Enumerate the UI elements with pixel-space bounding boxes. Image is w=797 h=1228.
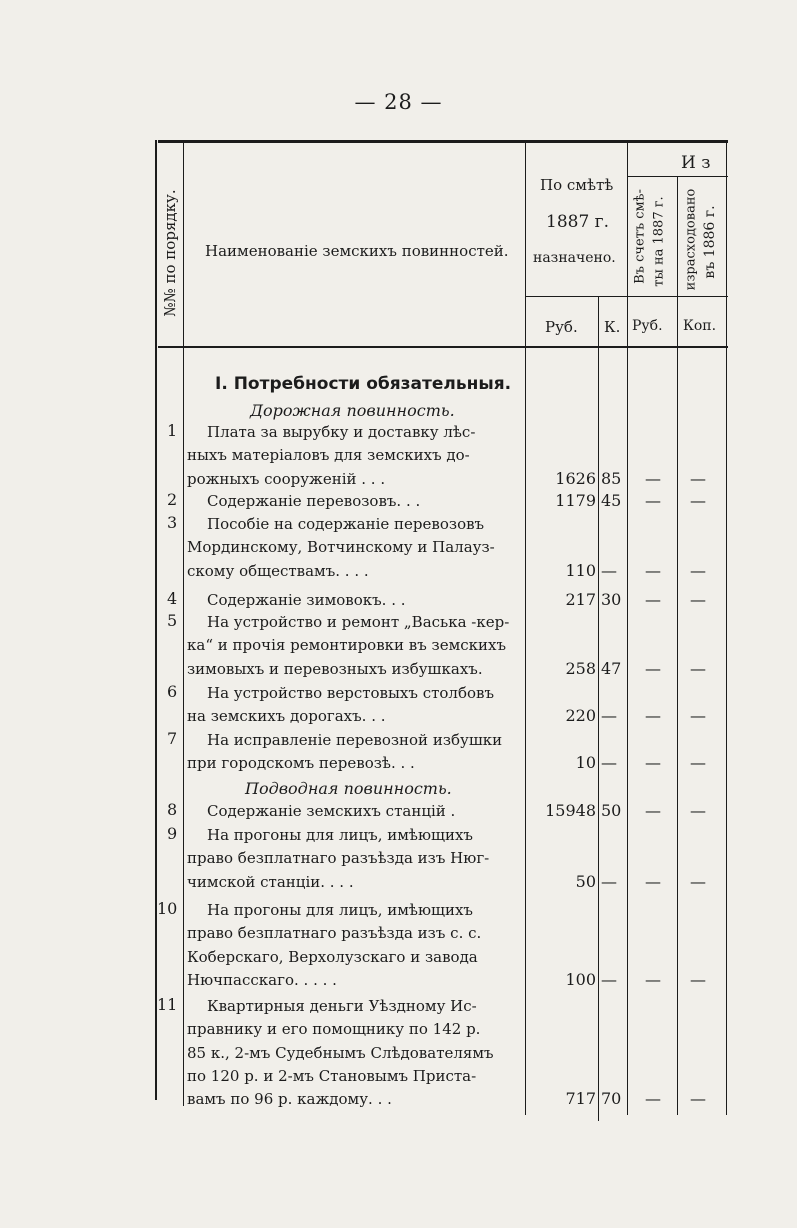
budget-rub: 1626 — [555, 468, 596, 488]
budget-kop: 50 — [601, 801, 622, 820]
row-text-line: Пособіе на содержаніе перевозовъ — [207, 515, 485, 533]
row-text-line: 85 к., 2-мъ Судебнымъ Слѣдователямъ — [187, 1043, 494, 1062]
row-text-line: На исправленіе перевозной избушки — [207, 731, 503, 749]
spent-1886-value: — — [690, 658, 706, 678]
budget-kop: 30 — [601, 590, 622, 609]
budget-kop: — — [601, 871, 617, 891]
spent-1887-value: — — [645, 1089, 661, 1109]
header-iz: И з — [681, 153, 711, 173]
spent-1887-value: — — [645, 871, 661, 891]
header-col-name: Наименованіе земскихъ повинностей. — [205, 242, 509, 260]
spent-1886-value: — — [690, 491, 706, 510]
spent-1887-value: — — [645, 753, 661, 773]
subsection-post: Подводная повинность. — [245, 779, 452, 798]
header-rule — [158, 346, 728, 348]
row-text-line: Мординскому, Вотчинскому и Палауз- — [187, 538, 495, 557]
budget-rub: 15948 — [545, 801, 596, 820]
spent-1887-value: — — [645, 801, 661, 820]
row-text-line: Нючпасскаго. . . . . — [187, 970, 337, 989]
budget-rub: 220 — [565, 706, 596, 726]
col-divider-no — [183, 140, 184, 1106]
budget-rub: 50 — [575, 871, 596, 891]
row-text-line: скому обществамъ. . . . — [187, 561, 369, 580]
budget-rub: 100 — [565, 969, 596, 989]
header-spent-1886-b: въ 1886 г. — [702, 205, 718, 279]
spent-1887-value: — — [645, 969, 661, 989]
row-text-line: чимской станціи. . . . — [187, 872, 354, 891]
budget-rub: 10 — [575, 753, 596, 773]
right-border — [726, 140, 727, 1115]
row-number: 11 — [157, 995, 178, 1014]
budget-rub: 258 — [565, 658, 596, 678]
row-number: 3 — [167, 513, 178, 532]
row-text-line: ныхъ матеріаловъ для земскихъ до- — [187, 446, 470, 465]
row-text-line: ка“ и прочія ремонтировки въ земскихъ — [187, 636, 507, 655]
spent-1886-value: — — [690, 468, 706, 488]
row-number: 8 — [167, 800, 178, 819]
row-text-line: Содержаніе земскихъ станцій . — [207, 802, 456, 820]
spent-1886-value: — — [690, 560, 706, 580]
header-col-no: №№ по порядку. — [161, 189, 179, 317]
row-number: 5 — [167, 611, 178, 630]
budget-kop: — — [601, 969, 617, 989]
header-budget-3: назначено. — [533, 250, 616, 266]
row-text-line: рожныхъ сооруженій . . . — [187, 469, 386, 488]
spent-1886-value: — — [690, 801, 706, 820]
header-spent-1887-b: ты на 1887 г. — [651, 196, 667, 287]
budget-kop: — — [601, 706, 617, 726]
header-budget-2: 1887 г. — [546, 212, 609, 232]
spent-1886-value: — — [690, 1089, 706, 1109]
row-text-line: Плата за вырубку и доставку лѣс- — [207, 423, 476, 441]
subsection-road: Дорожная повинность. — [250, 401, 455, 420]
row-text-line: право безплатнаго разъѣзда изъ Нюг- — [187, 849, 490, 868]
unit-kop: К. — [604, 318, 621, 336]
row-number: 4 — [167, 589, 178, 608]
budget-rub: 1179 — [555, 491, 596, 510]
row-text-line: по 120 р. и 2-мъ Становымъ Приста- — [187, 1066, 477, 1085]
budget-kop: 85 — [601, 468, 622, 488]
budget-kop: — — [601, 560, 617, 580]
budget-kop: 45 — [601, 491, 622, 510]
budget-kop: — — [601, 753, 617, 773]
spent-1887-value: — — [645, 590, 661, 609]
unit-rub2: Руб. — [632, 318, 663, 334]
row-text-line: зимовыхъ и перевозныхъ избушкахъ. — [187, 659, 483, 678]
row-number: 1 — [167, 421, 178, 440]
row-number: 2 — [167, 490, 178, 509]
budget-rub: 717 — [565, 1089, 596, 1109]
row-number: 6 — [167, 682, 178, 701]
budget-kop: 47 — [601, 658, 622, 678]
col-divider-iz — [677, 177, 678, 1115]
budget-rub: 110 — [565, 560, 596, 580]
spent-1887-value: — — [645, 706, 661, 726]
spent-1887-value: — — [645, 491, 661, 510]
header-budget-1: По смѣтѣ — [540, 176, 614, 194]
row-text-line: вамъ по 96 р. каждому. . . — [187, 1090, 392, 1109]
spent-1886-value: — — [690, 871, 706, 891]
spent-1887-value: — — [645, 560, 661, 580]
section-title: I. Потребности обязательныя. — [215, 374, 512, 394]
table-top-rule — [158, 140, 728, 143]
row-text-line: На прогоны для лицъ, имѣющихъ — [207, 826, 473, 844]
row-text-line: правнику и его помощнику по 142 р. — [187, 1020, 481, 1039]
spent-1886-value: — — [690, 706, 706, 726]
spent-1887-value: — — [645, 468, 661, 488]
unit-kop2: Коп. — [683, 318, 717, 334]
header-spent-1887-a: Въ счетъ смѣ- — [632, 189, 648, 284]
row-text-line: На прогоны для лицъ, имѣющихъ — [207, 901, 473, 919]
row-number: 9 — [167, 824, 178, 843]
budget-rub: 217 — [565, 590, 596, 609]
header-spent-1886-a: израсходовано — [683, 188, 699, 291]
col-divider-kop — [598, 296, 599, 1121]
spent-1886-value: — — [690, 753, 706, 773]
row-text-line: На устройство и ремонт „Васька -кер- — [207, 613, 510, 631]
row-text-line: Квартирныя деньги Уѣздному Ис- — [207, 997, 477, 1015]
left-border — [155, 140, 157, 1100]
budget-kop: 70 — [601, 1089, 622, 1109]
row-text-line: Содержаніе зимовокъ. . . — [207, 591, 406, 609]
row-text-line: Содержаніе перевозовъ. . . — [207, 492, 421, 510]
row-text-line: на земскихъ дорогахъ. . . — [187, 707, 386, 726]
row-number: 7 — [167, 729, 178, 748]
row-text-line: право безплатнаго разъѣзда изъ с. с. — [187, 924, 482, 943]
spent-1886-value: — — [690, 590, 706, 609]
col-divider-name — [525, 140, 526, 1115]
row-text-line: Коберскаго, Верхолузскаго и завода — [187, 947, 478, 966]
unit-rub: Руб. — [545, 318, 578, 336]
page-number: — 28 — — [354, 90, 443, 114]
row-text-line: при городскомъ перевозѣ. . . — [187, 754, 415, 773]
col-divider-budget — [627, 140, 628, 1115]
row-number: 10 — [157, 899, 178, 918]
spent-1887-value: — — [645, 658, 661, 678]
spent-1886-value: — — [690, 969, 706, 989]
row-text-line: На устройство верстовыхъ столбовъ — [207, 684, 495, 702]
